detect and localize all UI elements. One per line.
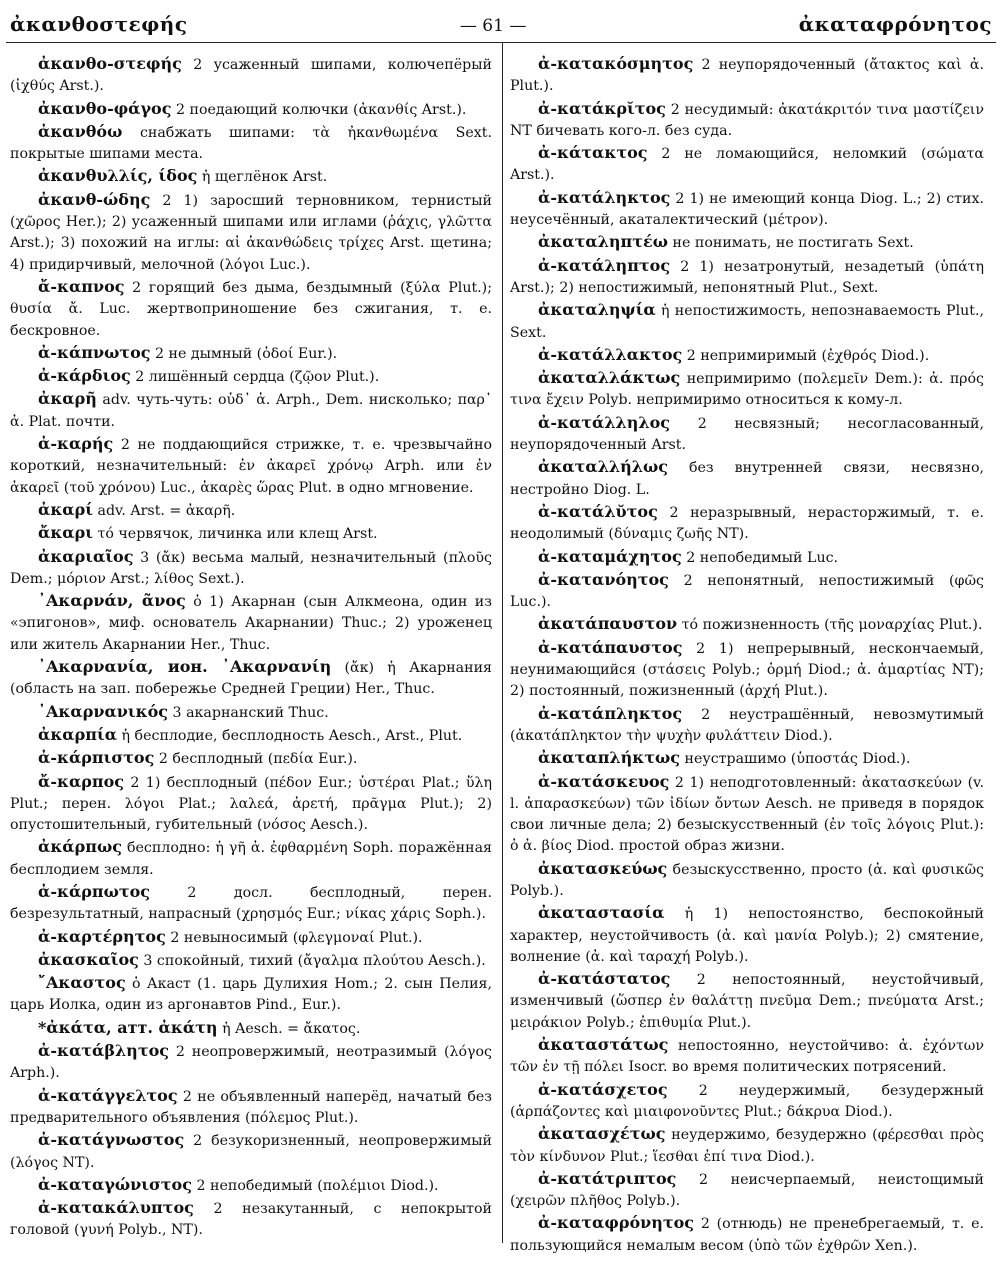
dictionary-entry — [10, 1040, 492, 1085]
entry-lemma: ἀκαρί — [38, 499, 93, 519]
entry-lemma: ῎Ακαστος — [38, 973, 126, 993]
entry-definition: 2 1) заросший терновником, тернистый (χῶρος Her.); 2) усаженный шипами или иглами (ῥάχις, γλῶττα Arst.); 3) похожий на иглы: αἱ ἀκανθώδεις τρίχες Arst. щетина; 4) придирчивый, мелочной (λόγοι Luc.). — [10, 192, 492, 273]
entry-lemma: ᾿Ακαρνανικός — [38, 701, 169, 721]
dictionary-entry — [10, 433, 492, 499]
header-left-headword: ἀκανθοστεφής — [10, 12, 188, 36]
entry-definition: ἡ Aesch. = ἄκατος. — [222, 1020, 361, 1037]
entry-definition: ὁ Акаст (1. царь Дулихия Hom.; 2. сын Пелия, царь Иолка, один из аргонавтов Pind., Eur.). — [10, 976, 492, 1014]
entry-lemma: ἀκάρπως — [38, 837, 122, 857]
entry-definition: 2 1) не имеющий конца Diog. L.; 2) стих. неусечённый, акаталектический (μέτρον). — [510, 190, 985, 229]
dictionary-entry — [510, 771, 984, 858]
entry-definition: снабжать шипами: τὰ ἠκανθωμένα Sext. покрытые шипами места. — [10, 124, 492, 163]
dictionary-entry — [10, 121, 492, 166]
entry-definition: бесплодно: ἡ γῆ ἀ. ἐφθαρμένη Soph. поражённая бесплодием земля. — [10, 840, 492, 878]
dictionary-entry — [510, 412, 984, 457]
entry-lemma: ἀ-κατάκρῐτος — [538, 98, 666, 118]
dictionary-entry — [10, 522, 492, 545]
dictionary-entry — [10, 165, 492, 188]
entry-definition: 2 не поддающийся стрижке, т. е. чрезвычайно короткий, незначительный: ἐν ἀκαρεῖ χρόνῳ Arph. или ἐν ἀκαρεῖ (τοῦ χρόνου) Luc., ἀκαρὲς ὥρας Plut. в одно мгновение. — [10, 437, 492, 496]
left-column — [6, 53, 498, 1257]
entry-lemma: ἀ-καταφρόνητος — [538, 1213, 695, 1233]
entry-definition: 2 неудержимый, безудержный (ἁρπάζοντες καὶ μιαιφονοῦντες Plut.; δάκρυα Diod.). — [510, 1082, 984, 1120]
entry-definition: непостоянно, неустойчиво: ἀ. ἐχόντων τῶν ἐν τῇ πόλει Isocr. во время политических потрясений. — [510, 1038, 984, 1076]
dictionary-entry — [510, 703, 984, 748]
dictionary-entry — [510, 344, 984, 367]
dictionary-entry — [510, 569, 984, 614]
entry-definition: 3 акарнанский Thuc. — [172, 704, 329, 721]
entry-definition: ὁ 1) Акарнан (сын Алкмеона, один из «эпигонов», миф. основатель Акарнании) Thuc.; 2) уроженец или житель Акарнании Her., Thuc. — [10, 594, 493, 653]
entry-definition: 2 несвязный; несогласованный, неупорядоченный Arst. — [510, 415, 984, 454]
entry-lemma: ἀ-κατάστατος — [538, 969, 671, 989]
dictionary-entry — [510, 456, 984, 501]
dictionary-entry — [10, 656, 492, 701]
dictionary-entry — [510, 1212, 984, 1257]
dictionary-entry — [10, 53, 492, 98]
dictionary-entry — [510, 142, 984, 187]
entry-lemma: ἀ-καρής — [38, 434, 114, 454]
entry-lemma: ἀ-κάτακτος — [538, 143, 648, 163]
entry-lemma: ἀκαριαῖος — [38, 546, 134, 566]
entry-definition: 3 (ἄκ) весьма малый, незначительный (πλοῦς Dem.; μόριον Arst.; λίθος Sext.). — [10, 549, 492, 587]
entry-lemma: ἀκαταστασία — [538, 903, 665, 923]
entry-lemma: ἀκανθόω — [38, 121, 123, 141]
entry-definition: adv. чуть-чуть: οὐδ᾽ ἀ. Arph., Dem. нисколько; παρ᾽ ἀ. Plat. почти. — [10, 392, 492, 430]
entry-definition: 2 не объявленный наперёд, начатый без предварительного объявления (πόλεμος Plut.). — [10, 1088, 493, 1126]
dictionary-entry — [10, 1129, 492, 1174]
entry-lemma: ἀκαταστάτως — [538, 1035, 669, 1055]
entry-lemma: ἀ-κατάσχετος — [538, 1079, 668, 1099]
entry-definition: 2 непонятный, непостижимый (φῶς Luc.). — [510, 572, 984, 611]
entry-lemma: ἄκαρι — [38, 523, 93, 543]
entry-definition: 2 не дымный (ὁδοί Eur.). — [155, 345, 338, 362]
entry-lemma: ἀκατασχέτως — [538, 1124, 666, 1144]
dictionary-entry — [510, 187, 984, 232]
entry-definition: 2 неразрывный, нерасторжимый, т. е. неодолимый (δύναμις ζωῆς NT). — [510, 504, 984, 543]
entry-definition: τό червячок, личинка или клещ Arst. — [97, 526, 378, 543]
dictionary-entry — [510, 968, 984, 1034]
dictionary-entry — [10, 590, 492, 656]
entry-definition: ἡ 1) непостоянство, беспокойный характер, неустойчивость (ἀ. καὶ μανία Polyb.); 2) смятение, волнение (ἀ. καὶ ταραχή Polyb.). — [510, 906, 985, 965]
entry-definition: adv. Arst. = ἀκαρῆ. — [97, 502, 236, 519]
entry-definition: 2 безукоризненный, неопровержимый (λόγος NT). — [10, 1133, 492, 1171]
dictionary-entry — [10, 546, 492, 591]
dictionary-entry — [10, 926, 492, 949]
entry-lemma: ἀ-κάρπιστος — [38, 748, 155, 768]
entry-definition: 2 поедающий колючки (ἀκανθίς Arst.). — [175, 101, 467, 118]
entry-lemma: ᾿Ακαρνανία, ион. ᾿Ακαρνανίη — [38, 657, 332, 677]
entry-lemma: ἀ-κάρπωτος — [38, 881, 151, 901]
dictionary-entry — [10, 724, 492, 747]
dictionary-entry — [10, 1017, 492, 1040]
dictionary-entry — [10, 342, 492, 365]
dictionary-entry — [510, 231, 984, 254]
dictionary-entry — [510, 255, 984, 300]
entry-definition: ἡ бесплодие, бесплодность Aesch., Arst., Plut. — [121, 727, 463, 744]
entry-lemma: ἀ-κάπνωτος — [38, 342, 151, 362]
entry-lemma: ἀ-κατάπαυστος — [538, 637, 683, 657]
page-number: — 61 — — [459, 16, 527, 36]
dictionary-entry — [10, 365, 492, 388]
entry-lemma: ἀ-κατάγγελτος — [38, 1085, 178, 1105]
entry-lemma: ἀκαταλλήλως — [538, 457, 668, 477]
entry-definition: 2 непобедимый (πολέμιοι Diod.). — [196, 1177, 439, 1194]
entry-definition: 2 горящий без дыма, бездымный (ξύλα Plut.); θυσία ἄ. Luc. жертвоприношение без сжигания, т. е. бескровное. — [10, 279, 492, 339]
entry-lemma: ἀκασκαῖος — [38, 949, 139, 969]
entry-lemma: ἀ-κατάσκευος — [538, 771, 670, 791]
entry-definition: 2 не ломающийся, неломкий (σώματα Arst.). — [510, 146, 984, 184]
entry-lemma: ἀ-καταμάχητος — [538, 546, 682, 566]
entry-definition: 2 несудимый: ἀκατάκριτόν τινα μαστίζειν NT бичевать кого-л. без суда. — [510, 101, 984, 139]
entry-lemma: ἀκαταληψία — [538, 300, 656, 320]
dictionary-entry — [510, 501, 984, 546]
dictionary-entry — [510, 98, 984, 143]
entry-definition: 2 1) непрерывный, нескончаемый, неунимающийся (στάσεις Polyb.; ὁρμή Diod.; ἀ. ἁμαρτίας NT); 2) постоянный, пожизненный (ἀρχή Plut.). — [510, 640, 984, 700]
dictionary-entry — [510, 613, 984, 636]
entry-definition: 2 невыносимый (φλεγμοναί Plut.). — [170, 929, 423, 946]
columns — [6, 53, 996, 1257]
entry-lemma: ἀκανθο-φάγος — [38, 98, 172, 118]
entry-definition: непримиримо (πολεμεῖν Dem.): ἀ. πρός τινα ἔχειν Polyb. непримиримо относиться к кому-л. — [510, 371, 984, 409]
entry-lemma: ἀκατάπαυστον — [538, 614, 678, 634]
dictionary-entry — [10, 771, 492, 837]
dictionary-entry — [10, 1174, 492, 1197]
dictionary-entry — [10, 701, 492, 724]
entry-lemma: ἄ-καρπος — [38, 771, 125, 791]
entry-lemma: ἀκατασκεύως — [538, 858, 668, 878]
dictionary-entry — [510, 637, 984, 703]
entry-definition: τό пожизненность (τῆς μοναρχίας Plut.). — [681, 617, 983, 634]
entry-lemma: ἀ-κατάτριπτος — [538, 1168, 677, 1188]
entry-definition: 2 непримиримый (ἐχθρός Diod.). — [686, 347, 930, 364]
entry-definition: 2 усаженный шипами, колючепёрый (ἰχθύς Arst.). — [10, 57, 492, 95]
entry-lemma: ἀ-κατακόσμητος — [538, 54, 694, 73]
entry-definition: 2 неупорядоченный (ἄτακτος καὶ ἀ. Plut.). — [510, 57, 984, 95]
entry-lemma: ἀ-κατανόητος — [538, 569, 669, 589]
entry-definition: без внутренней связи, несвязно, нестройно Diog. L. — [510, 460, 985, 498]
entry-lemma: ἀ-κατάπληκτος — [538, 703, 683, 723]
entry-lemma: ἀ-κάρδιος — [38, 366, 131, 386]
entry-lemma: ἀ-κατάλλακτος — [538, 344, 683, 364]
entry-definition: 2 неисчерпаемый, неистощимый (χειρῶν πλῆθος Polyb.). — [510, 1171, 984, 1210]
running-header — [6, 12, 996, 43]
entry-lemma: ἀ-κατάλληλος — [538, 412, 671, 432]
entry-lemma: ἀκαρπία — [38, 724, 118, 744]
entry-definition: 2 лишённый сердца (ζῷον Plut.). — [135, 369, 380, 386]
entry-lemma: ἀκαταληπτέω — [538, 232, 668, 252]
entry-lemma: ἀκαταπλήκτως — [538, 748, 680, 768]
dictionary-entry — [510, 299, 984, 344]
header-right-headword: ἀκαταφρόνητος — [798, 12, 992, 36]
entry-definition: 2 непобедимый Luc. — [686, 549, 839, 566]
dictionary-entry — [510, 858, 984, 903]
entry-definition: 2 (отнюдь) не пренебрегаемый, т. е. пользующийся немалым весом (ὑπὸ τῶν ἐχθρῶν Xen.). — [510, 1216, 984, 1254]
dictionary-entry — [10, 388, 492, 433]
dictionary-entry — [510, 1168, 984, 1213]
dictionary-entry — [10, 189, 492, 276]
dictionary-entry — [10, 276, 492, 342]
entry-lemma: ἀ-κατάληκτος — [538, 187, 671, 207]
entry-lemma: ἀκαταλλάκτως — [538, 368, 681, 388]
entry-lemma: ἀκανθυλλίς, ίδος — [38, 166, 198, 186]
dictionary-entry — [510, 367, 984, 412]
entry-lemma: ἀ-καταγώνιστος — [38, 1174, 192, 1194]
entry-lemma: ἀ-καρτέρητος — [38, 926, 166, 946]
entry-definition: (ἄκ) ἡ Акарнания (область на зап. побережье Средней Греции) Her., Thuc. — [10, 660, 493, 698]
dictionary-entry — [510, 1034, 984, 1079]
entry-definition: не понимать, не постигать Sext. — [672, 235, 914, 252]
dictionary-entry — [10, 836, 492, 881]
entry-definition: 2 непостоянный, неустойчивый, изменчивый (ὥσπερ ἐν θαλάττῃ πνεῦμα Dem.; πνεύματα Arst.; μειράκιον Polyb.; ἐπιθυμία Plut.). — [510, 972, 984, 1031]
dictionary-entry — [510, 53, 984, 98]
entry-definition: 2 неустрашённый, невозмутимый (ἀκατάπληκτον τὴν ψυχὴν φυλάττειν Diod.). — [510, 706, 984, 744]
entry-lemma: ἀ-κατακάλυπτος — [38, 1198, 194, 1218]
dictionary-entry — [10, 499, 492, 522]
dictionary-entry — [10, 98, 492, 121]
entry-lemma: ἀ-κατάληπτος — [538, 255, 671, 275]
dictionary-entry — [510, 1079, 984, 1124]
entry-definition: ἡ непостижимость, непознаваемость Plut., Sext. — [510, 303, 984, 341]
entry-definition: 3 спокойный, тихий (ἄγαλμα πλούτου Aesch.). — [143, 952, 486, 969]
dictionary-entry — [10, 747, 492, 770]
column-divider — [502, 43, 503, 1243]
entry-definition: безыскусственно, просто (ἀ. καὶ φυσικῶς Polyb.). — [510, 861, 984, 899]
entry-definition: неудержимо, безудержно (φέρεσθαι πρὸς τὸν κίνδυνον Plut.; ἵεσθαι ἐπί τινα Diod.). — [510, 1127, 984, 1165]
entry-lemma: *ἀκάτα, атт. ἀκάτη — [38, 1017, 218, 1037]
right-column — [498, 53, 990, 1257]
entry-lemma: ἄ-καπνος — [38, 276, 125, 296]
entry-definition: 2 1) бесплодный (πέδον Eur.; ὑστέραι Plat.; ὕλη Plut.; перен. λόγοι Plat.; λαλεά, ἀρετή, πρᾶγμα Plut.); 2) опустошительный, губительный (νόσος Aesch.). — [10, 774, 492, 834]
dictionary-entry — [10, 881, 492, 926]
dictionary-entry — [510, 902, 984, 968]
dictionary-entry — [10, 1085, 492, 1130]
dictionary-entry — [510, 546, 984, 569]
entry-definition: неустрашимо (ὑποστάς Diod.). — [684, 751, 911, 768]
dictionary-entry — [10, 949, 492, 972]
entry-lemma: ἀ-κατάγνωστος — [38, 1130, 185, 1150]
entry-definition: 2 неопровержимый, неотразимый (λόγος Arph.). — [10, 1044, 492, 1082]
entry-definition: ἡ щеглёнок Arst. — [201, 169, 328, 186]
entry-definition: 2 досл. бесплодный, перен. безрезультатный, напрасный (χρησμός Eur.; νίκας χάρις Soph.). — [10, 884, 492, 923]
entry-lemma: ἀκανθο-στεφής — [38, 54, 182, 73]
entry-lemma: ἀκαρῆ — [38, 389, 97, 409]
dictionary-entry — [10, 1197, 492, 1242]
dictionary-entry — [510, 1123, 984, 1168]
entry-lemma: ἀκανθ-ώδης — [38, 189, 151, 209]
entry-definition: 2 незакутанный, с непокрытой головой (γυνή Polyb., NT). — [10, 1201, 492, 1239]
dictionary-entry — [10, 972, 492, 1017]
entry-lemma: ᾿Ακαρνάν, ᾶνος — [38, 591, 186, 611]
entry-lemma: ἀ-κατάβλητος — [38, 1041, 169, 1061]
entry-definition: 2 1) неподготовленный: ἀκατασκεύων (v. l. ἀπαρασκεύων) τῶν ἰδίων ὄντων Aesch. не приведя в порядок свои личные дела; 2) безыскусственный (ἐν τοῖς λόγοις Plut.): ὁ ἀ. βίος Diod. простой образ жизни. — [510, 774, 985, 855]
entry-definition: 2 1) незатронутый, незадетый (ὑπάτη Arst.); 2) непостижимый, непонятный Plut., Sext. — [510, 258, 985, 296]
entry-definition: 2 бесплодный (πεδία Eur.). — [158, 751, 358, 768]
dictionary-entry — [510, 747, 984, 770]
entry-lemma: ἀ-κατάλῠτος — [538, 501, 658, 521]
